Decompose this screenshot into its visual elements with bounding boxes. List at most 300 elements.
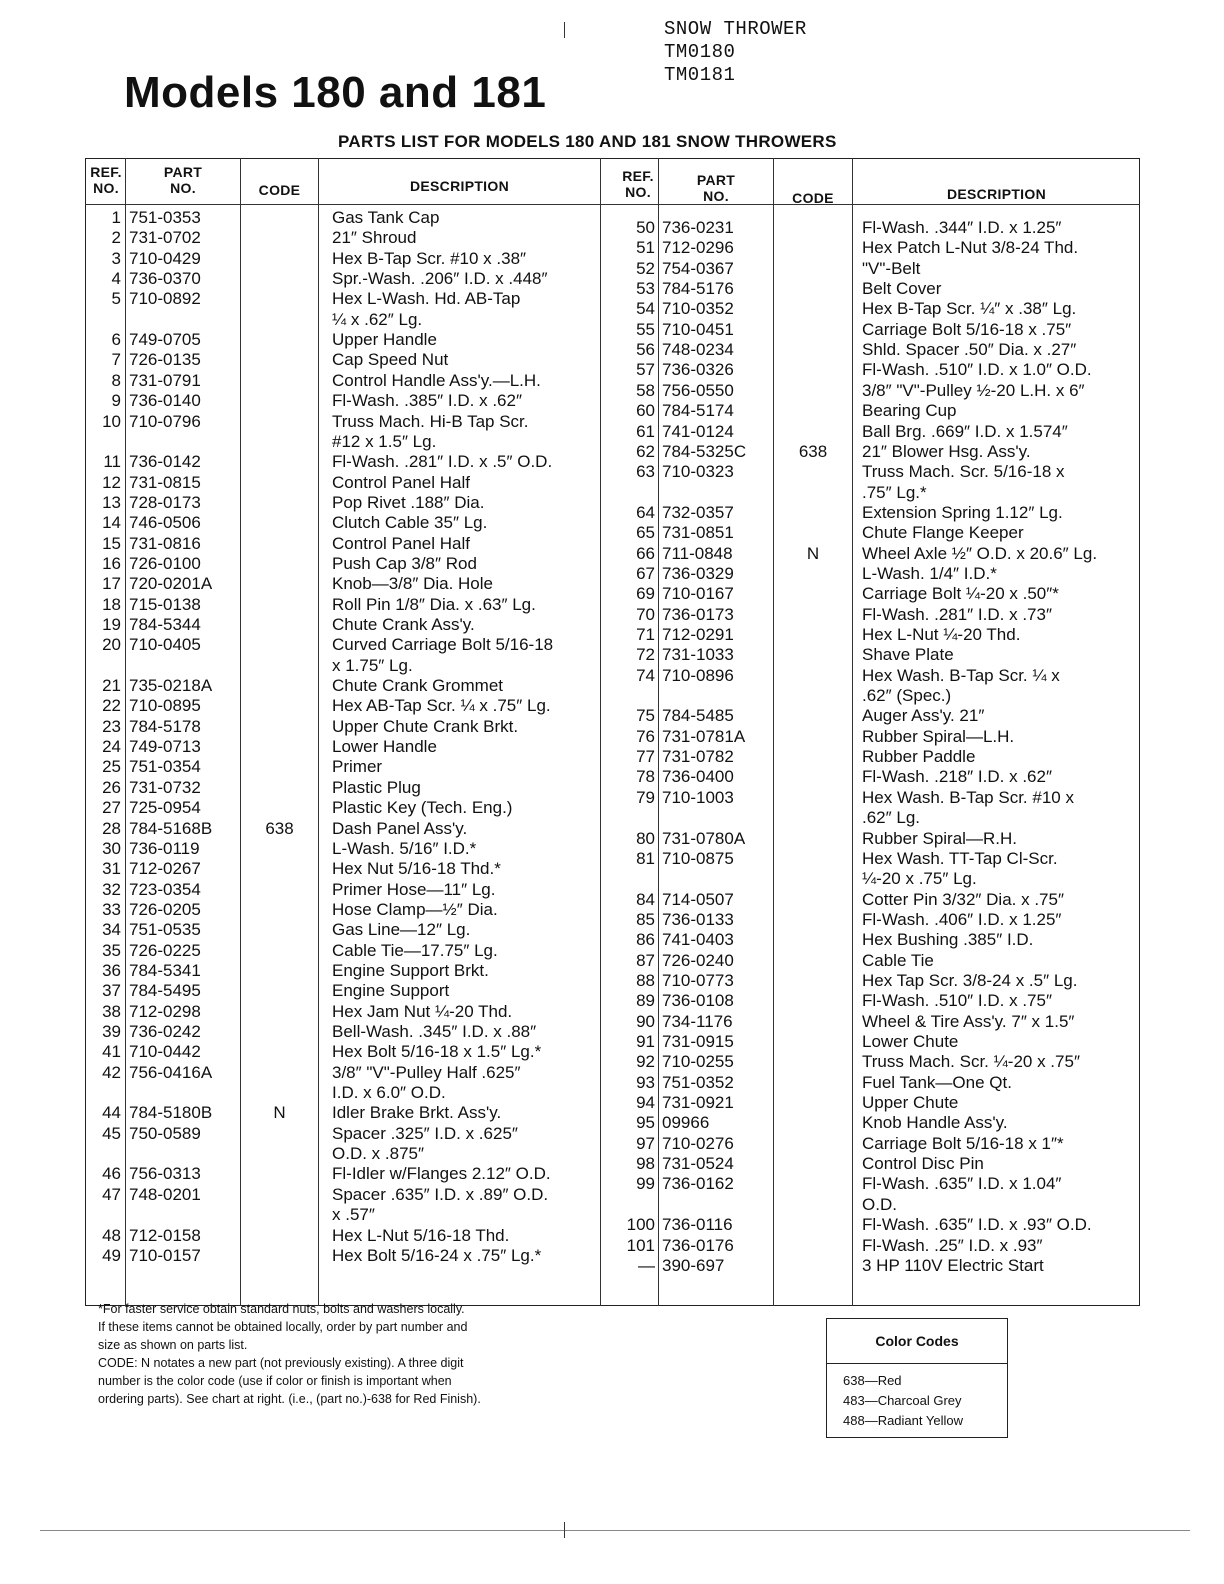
part-description: Plastic Key (Tech. Eng.)	[332, 798, 513, 818]
part-description: Hex Jam Nut ¼-20 Thd.	[332, 1001, 513, 1021]
table-row	[0, 1256, 1224, 1276]
scan-mark	[564, 22, 565, 38]
part-description: Fl-Wash. .406″ I.D. x 1.25″	[862, 909, 1062, 929]
part-number: 748-0234	[662, 340, 734, 360]
part-description: Hex Wash. B-Tap Scr. ¼ x	[862, 665, 1060, 685]
table-row	[0, 808, 1224, 828]
typed-model-header	[664, 18, 807, 87]
part-description: Shld. Spacer .50″ Dia. x .27″	[862, 340, 1077, 360]
table-row	[0, 910, 1224, 930]
part-description: Belt Cover	[862, 279, 942, 299]
part-description: x 1.75″ Lg.	[332, 655, 413, 675]
table-row	[0, 259, 1224, 279]
part-number: 710-0405	[129, 635, 201, 655]
part-number: 741-0124	[662, 421, 734, 441]
part-description: Upper Chute	[862, 1093, 959, 1113]
ref-number: 34	[102, 920, 121, 940]
part-description: Engine Support	[332, 981, 450, 1001]
part-number: 731-0815	[129, 472, 201, 492]
part-description: 3/8″ "V"-Pulley ½-20 L.H. x 6″	[862, 380, 1085, 400]
color-code: 638	[798, 441, 828, 461]
ref-number: 65	[636, 523, 655, 543]
part-description: .75″ Lg.*	[862, 482, 927, 502]
part-number: 751-0354	[129, 757, 201, 777]
ref-number: 74	[636, 665, 655, 685]
table-row	[0, 991, 1224, 1011]
part-description: Lower Chute	[862, 1032, 959, 1051]
ref-number: 39	[102, 1022, 121, 1041]
color-code: 638	[265, 818, 294, 838]
ref-number: 3	[111, 248, 121, 268]
part-description: Knob Handle Ass'y.	[862, 1113, 1008, 1133]
part-description: Hex L-Nut ¼-20 Thd.	[862, 625, 1021, 644]
table-row	[0, 1134, 1224, 1154]
part-number: 712-0298	[129, 1001, 201, 1021]
code-explanation-line: ordering parts). See chart at right. (i.e., (part no.)-638 for Red Finish).	[98, 1392, 481, 1406]
ref-number: 94	[636, 1093, 655, 1113]
part-description: Idler Brake Brkt. Ass'y.	[332, 1103, 502, 1123]
table-row	[0, 951, 1224, 971]
table-row	[0, 767, 1224, 787]
part-description: Hose Clamp—½″ Dia.	[332, 899, 498, 919]
part-description: Cap Speed Nut	[332, 350, 449, 370]
ref-number: 36	[102, 960, 121, 980]
table-row	[0, 849, 1224, 869]
ref-number: 22	[102, 696, 121, 716]
ref-number: 77	[636, 747, 655, 767]
table-row	[0, 340, 1224, 360]
ref-number: 51	[636, 238, 655, 258]
color-code-item: 483—Charcoal Grey	[843, 1393, 962, 1408]
part-description: Fl-Wash. .344″ I.D. x 1.25″	[862, 218, 1062, 237]
ref-number: 92	[636, 1052, 655, 1072]
part-description: Knob—3/8″ Dia. Hole	[332, 574, 493, 594]
footnote-line: size as shown on parts list.	[98, 1338, 248, 1352]
part-number: 731-0782	[662, 747, 734, 767]
part-number: 731-0791	[129, 370, 201, 390]
ref-number: 48	[102, 1225, 121, 1245]
header-rule	[85, 204, 1140, 205]
ref-number: 98	[636, 1154, 655, 1174]
ref-number: 97	[636, 1133, 655, 1153]
part-number: 731-0702	[129, 228, 201, 248]
ref-number: 19	[102, 615, 121, 634]
part-description: Truss Mach. Scr. ¼-20 x .75″	[862, 1052, 1080, 1072]
ref-number: 37	[102, 981, 121, 1001]
part-description: L-Wash. 5/16″ I.D.*	[332, 838, 477, 858]
part-description: Carriage Bolt 5/16-18 x .75″	[862, 319, 1072, 339]
part-number: 750-0589	[129, 1123, 201, 1143]
part-number: 751-0352	[662, 1072, 734, 1092]
part-number: 711-0848	[662, 543, 733, 563]
part-description: Chute Crank Grommet	[332, 676, 503, 696]
ref-number: 8	[111, 370, 121, 390]
part-number: 736-0173	[662, 604, 734, 624]
ref-no-header-right: REF. NO.	[622, 168, 654, 200]
part-number: 784-5176	[662, 279, 734, 299]
part-number: 710-0796	[129, 411, 201, 431]
part-number: 710-0892	[129, 289, 201, 309]
description-header-left: DESCRIPTION	[410, 178, 509, 194]
page-title: Models 180 and 181	[124, 68, 547, 117]
ref-number: 6	[111, 330, 121, 350]
part-description: ¼-20 x .75″ Lg.	[862, 869, 977, 889]
part-number: 710-0429	[129, 248, 201, 268]
table-row	[0, 869, 1224, 889]
ref-number: 2	[111, 228, 121, 248]
description-header-right: DESCRIPTION	[947, 186, 1046, 202]
part-description: Bell-Wash. .345″ I.D. x .88″	[332, 1022, 537, 1041]
part-description: .62″ Lg.	[862, 808, 921, 828]
part-number: 748-0201	[129, 1184, 201, 1204]
part-number: 756-0313	[129, 1164, 201, 1184]
part-description: Hex Nut 5/16-18 Thd.*	[332, 859, 501, 879]
part-number: 726-0205	[129, 899, 201, 919]
part-number: 751-0353	[129, 208, 201, 227]
part-description: Fl-Wash. .635″ I.D. x .93″ O.D.	[862, 1215, 1092, 1235]
part-description: Hex L-Nut 5/16-18 Thd.	[332, 1225, 510, 1245]
ref-number: 78	[636, 767, 655, 787]
ref-number: 47	[102, 1184, 121, 1204]
part-number: 736-0231	[662, 218, 734, 237]
part-description: Hex Patch L-Nut 3/8-24 Thd.	[862, 238, 1079, 258]
part-description: Control Handle Ass'y.—L.H.	[332, 370, 541, 390]
ref-number: 57	[636, 360, 655, 380]
part-description: Wheel & Tire Ass'y. 7″ x 1.5″	[862, 1011, 1075, 1031]
ref-number: 9	[111, 391, 121, 411]
part-number: 726-0240	[662, 950, 734, 970]
part-description: Fl-Wash. .281″ I.D. x .73″	[862, 604, 1052, 624]
part-number: 746-0506	[129, 513, 201, 533]
part-description: Hex Wash. B-Tap Scr. #10 x	[862, 787, 1074, 807]
ref-number: 12	[102, 472, 121, 492]
color-code: N	[806, 543, 820, 563]
part-number: 736-0162	[662, 1174, 734, 1194]
part-description: Spacer .635″ I.D. x .89″ O.D.	[332, 1184, 549, 1204]
color-codes-rule	[827, 1363, 1007, 1364]
part-number: 784-5180B	[129, 1103, 213, 1123]
part-number: 710-0896	[662, 665, 734, 685]
ref-number: 46	[102, 1164, 121, 1184]
table-row	[0, 279, 1224, 299]
ref-number: 64	[636, 502, 655, 522]
table-row	[0, 1174, 1224, 1194]
part-description: Fl-Wash. .25″ I.D. x .93″	[862, 1235, 1043, 1255]
table-row	[0, 503, 1224, 523]
ref-number: 89	[636, 991, 655, 1011]
product-name: SNOW THROWER	[664, 18, 807, 40]
part-description: Rubber Paddle	[862, 747, 976, 767]
part-description: Dash Panel Ass'y.	[332, 818, 468, 838]
table-row	[0, 299, 1224, 319]
ref-number: 50	[636, 218, 655, 237]
ref-number: 13	[102, 492, 121, 512]
ref-number: 23	[102, 716, 121, 736]
table-row	[0, 564, 1224, 584]
part-description: Gas Tank Cap	[332, 208, 440, 227]
code-header-left: CODE	[258, 182, 301, 198]
footnote-line: *For faster service obtain standard nuts, bolts and washers locally.	[98, 1302, 465, 1316]
ref-number: 75	[636, 706, 655, 726]
part-description: Ball Brg. .669″ I.D. x 1.574″	[862, 421, 1068, 441]
ref-number: 17	[102, 574, 121, 594]
part-number: 784-5178	[129, 716, 201, 736]
part-description: Truss Mach. Hi-B Tap Scr.	[332, 411, 529, 431]
part-number: 710-0167	[662, 584, 734, 604]
part-number: 741-0403	[662, 930, 734, 950]
part-description: Hex Bolt 5/16-24 x .75″ Lg.*	[332, 1245, 542, 1265]
part-description: 21″ Blower Hsg. Ass'y.	[862, 441, 1031, 461]
part-number: 710-0875	[662, 848, 734, 868]
part-number: 715-0138	[129, 594, 201, 614]
part-description: Fuel Tank—One Qt.	[862, 1072, 1012, 1092]
ref-number: 16	[102, 553, 121, 573]
footnote	[98, 1300, 588, 1408]
ref-number: 58	[636, 380, 655, 400]
part-number: 710-0451	[662, 319, 734, 339]
table-row	[0, 706, 1224, 726]
ref-number: 10	[102, 411, 121, 431]
part-description: "V"-Belt	[862, 258, 921, 278]
ref-number: 31	[102, 859, 121, 879]
part-number: 731-0915	[662, 1032, 734, 1051]
part-number: 712-0158	[129, 1225, 201, 1245]
part-description: Fl-Wash. .510″ I.D. x .75″	[862, 991, 1052, 1011]
part-number: 720-0201A	[129, 574, 213, 594]
part-number: 710-1003	[662, 787, 734, 807]
part-number: 784-5341	[129, 960, 201, 980]
part-number: 723-0354	[129, 879, 201, 899]
ref-number: 45	[102, 1123, 121, 1143]
part-description: Lower Handle	[332, 737, 437, 757]
part-description: Fl-Wash. .218″ I.D. x .62″	[862, 767, 1052, 787]
ref-number: 18	[102, 594, 121, 614]
part-number: 756-0416A	[129, 1062, 213, 1082]
part-description: Chute Flange Keeper	[862, 523, 1024, 543]
table-row	[0, 442, 1224, 462]
ref-number: 60	[636, 401, 655, 421]
part-number: 731-0781A	[662, 726, 746, 746]
parts-list-heading: PARTS LIST FOR MODELS 180 AND 181 SNOW THROWERS	[338, 132, 837, 151]
ref-number: 84	[636, 889, 655, 909]
table-row	[0, 1093, 1224, 1113]
ref-number: 66	[636, 543, 655, 563]
part-no-header-right: PART NO.	[696, 172, 736, 204]
ref-number: 76	[636, 726, 655, 746]
part-number: 749-0713	[129, 737, 201, 757]
part-description: Fl-Wash. .510″ I.D. x 1.0″ O.D.	[862, 360, 1092, 380]
table-row	[0, 584, 1224, 604]
part-description: Auger Ass'y. 21″	[862, 706, 985, 726]
part-description: Spr.-Wash. .206″ I.D. x .448″	[332, 269, 548, 289]
table-row	[0, 360, 1224, 380]
part-description: Control Disc Pin	[862, 1154, 984, 1174]
table-row	[0, 1052, 1224, 1072]
color-codes-box	[826, 1318, 1008, 1438]
table-row	[0, 727, 1224, 747]
part-number: 736-0119	[129, 838, 200, 858]
part-description: Truss Mach. Scr. 5/16-18 x	[862, 462, 1065, 482]
ref-number: 21	[102, 676, 121, 696]
part-number: 756-0550	[662, 380, 734, 400]
part-description: Rubber Spiral—R.H.	[862, 828, 1017, 848]
part-number: 710-0352	[662, 299, 734, 319]
ref-number: 88	[636, 970, 655, 990]
table-row	[0, 483, 1224, 503]
part-number: 736-0116	[662, 1215, 733, 1235]
ref-number: 28	[102, 818, 121, 838]
ref-number: 49	[102, 1245, 121, 1265]
ref-number: 15	[102, 533, 121, 553]
table-row	[0, 666, 1224, 686]
ref-number: 62	[636, 441, 655, 461]
color-codes-title: Color Codes	[875, 1333, 959, 1349]
part-number: 725-0954	[129, 798, 201, 818]
part-number: 712-0296	[662, 238, 734, 258]
table-row	[0, 1073, 1224, 1093]
ref-number: 33	[102, 899, 121, 919]
code-explanation-line: number is the color code (use if color or finish is important when	[98, 1374, 452, 1388]
table-row	[0, 930, 1224, 950]
part-number: 731-0921	[662, 1093, 734, 1113]
part-number: 734-1176	[662, 1011, 733, 1031]
model-number-1: TM0180	[664, 41, 736, 63]
ref-number: 69	[636, 584, 655, 604]
table-row	[0, 686, 1224, 706]
ref-number: 81	[636, 848, 655, 868]
table-row	[0, 829, 1224, 849]
part-number: 736-0140	[129, 391, 201, 411]
table-row	[0, 788, 1224, 808]
table-row	[0, 218, 1224, 238]
part-number: 714-0507	[662, 889, 734, 909]
part-description: Shave Plate	[862, 645, 954, 665]
color-code-item: 638—Red	[843, 1373, 902, 1388]
part-description: Push Cap 3/8″ Rod	[332, 553, 477, 573]
part-description: Hex B-Tap Scr. #10 x .38″	[332, 248, 527, 268]
table-row	[0, 1032, 1224, 1052]
color-code: N	[273, 1103, 286, 1123]
ref-number: 5	[111, 289, 121, 309]
part-description: .62″ (Spec.)	[862, 686, 952, 706]
ref-number: 85	[636, 909, 655, 929]
part-number: 732-0357	[662, 502, 734, 522]
table-row	[0, 462, 1224, 482]
part-description: x .57″	[332, 1205, 375, 1225]
table-row	[0, 238, 1224, 258]
part-description: Plastic Plug	[332, 777, 421, 797]
table-row	[0, 890, 1224, 910]
part-number: 784-5344	[129, 615, 201, 634]
part-description: Carriage Bolt ¼-20 x .50″*	[862, 584, 1059, 604]
ref-number: 1	[111, 208, 121, 227]
part-number: 736-0108	[662, 991, 734, 1011]
part-number: 736-0329	[662, 563, 734, 583]
part-description: Fl-Wash. .281″ I.D. x .5″ O.D.	[332, 452, 553, 472]
part-description: Primer Hose—11″ Lg.	[332, 879, 496, 899]
ref-number: 55	[636, 319, 655, 339]
ref-number: 86	[636, 930, 655, 950]
ref-number: 87	[636, 950, 655, 970]
part-number: 731-0524	[662, 1154, 734, 1174]
table-row	[0, 320, 1224, 340]
footnote-line: If these items cannot be obtained locally, order by part number and	[98, 1320, 468, 1334]
part-number: 710-0773	[662, 970, 734, 990]
ref-number: 7	[111, 350, 121, 370]
part-number: 710-0895	[129, 696, 201, 716]
ref-number: 42	[102, 1062, 121, 1082]
part-description: Cotter Pin 3/32″ Dia. x .75″	[862, 889, 1064, 909]
part-description: Hex Wash. TT-Tap Cl-Scr.	[862, 848, 1058, 868]
table-row	[0, 971, 1224, 991]
part-number: 09966	[662, 1113, 710, 1133]
part-description: Fl-Wash. .385″ I.D. x .62″	[332, 391, 522, 411]
ref-number: 11	[103, 452, 121, 472]
ref-number: 26	[102, 777, 121, 797]
part-description: Hex Tap Scr. 3/8-24 x .5″ Lg.	[862, 970, 1078, 990]
table-row	[0, 401, 1224, 421]
ref-number: 30	[102, 838, 121, 858]
part-number: 726-0135	[129, 350, 201, 370]
ref-number: 93	[636, 1072, 655, 1092]
part-number: 736-0400	[662, 767, 734, 787]
part-number: 784-5325C	[662, 441, 747, 461]
part-description: Upper Chute Crank Brkt.	[332, 716, 519, 736]
part-number: 726-0100	[129, 553, 201, 573]
part-description: Hex Bushing .385″ I.D.	[862, 930, 1034, 950]
part-description: Pop Rivet .188″ Dia.	[332, 492, 485, 512]
part-number: 735-0218A	[129, 676, 213, 696]
part-description: O.D.	[862, 1194, 897, 1214]
scan-edge-line	[40, 1530, 1190, 1531]
part-number: 736-0133	[662, 909, 734, 929]
ref-number: 4	[111, 269, 121, 289]
part-number: 784-5168B	[129, 818, 213, 838]
part-description: Gas Line—12″ Lg.	[332, 920, 471, 940]
ref-number: 61	[636, 421, 655, 441]
ref-number: 25	[102, 757, 121, 777]
ref-number: 80	[636, 828, 655, 848]
ref-number: 100	[626, 1215, 655, 1235]
ref-no-header-left: REF. NO.	[90, 164, 122, 196]
table-row	[0, 605, 1224, 625]
ref-number: 38	[102, 1001, 121, 1021]
ref-number: 71	[636, 625, 655, 644]
ref-number: 52	[636, 258, 655, 278]
model-number-2: TM0181	[664, 64, 736, 86]
part-description: Engine Support Brkt.	[332, 960, 489, 980]
ref-number: 72	[636, 645, 655, 665]
ref-number: —	[638, 1255, 655, 1275]
part-number: 736-0370	[129, 269, 201, 289]
ref-number: 32	[102, 879, 121, 899]
part-number: 710-0442	[129, 1042, 201, 1062]
part-description: Primer	[332, 757, 383, 777]
ref-number: 79	[636, 787, 655, 807]
part-description: Curved Carriage Bolt 5/16-18	[332, 635, 554, 655]
part-number: 784-5174	[662, 401, 734, 421]
table-row	[0, 625, 1224, 645]
part-number: 710-0255	[662, 1052, 734, 1072]
color-codes-list	[843, 1371, 963, 1431]
part-description: Hex AB-Tap Scr. ¼ x .75″ Lg.	[332, 696, 551, 716]
part-number: 731-0780A	[662, 828, 746, 848]
ref-number: 56	[636, 340, 655, 360]
part-number: 731-0732	[129, 777, 201, 797]
table-row	[0, 645, 1224, 665]
ref-number: 35	[102, 940, 121, 960]
ref-number: 27	[102, 798, 121, 818]
